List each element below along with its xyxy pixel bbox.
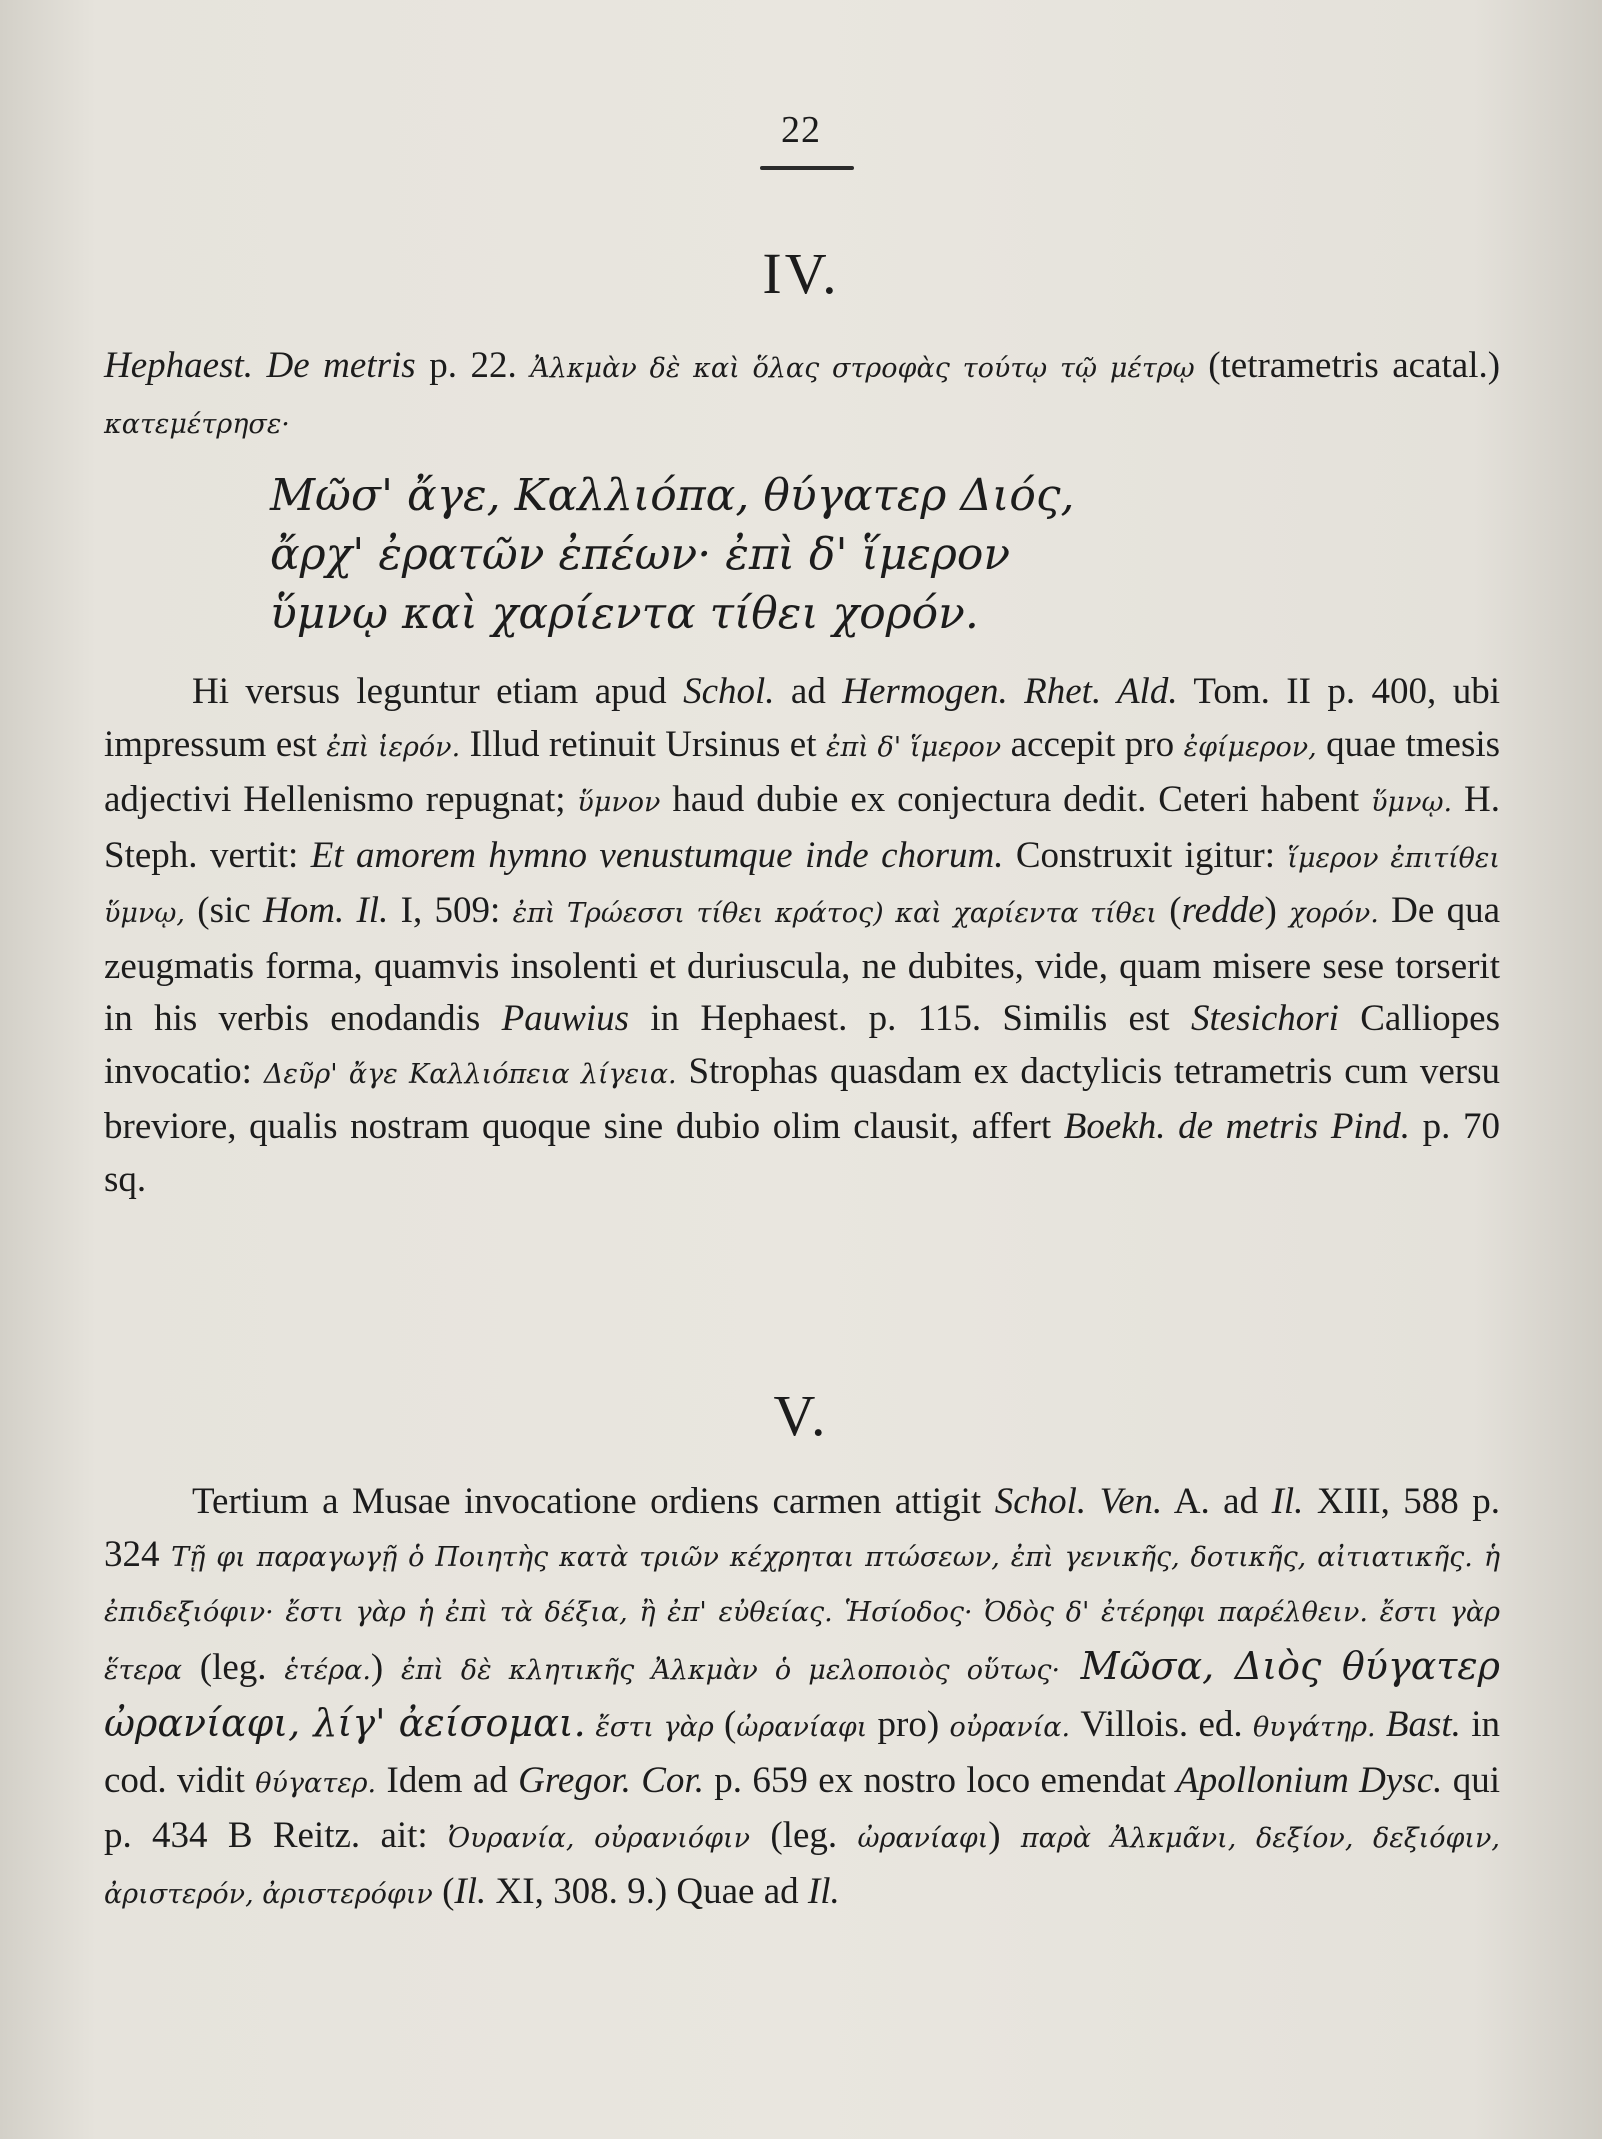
greek-run: ἵμερον ἐπιτίθει ὕμνῳ,: [104, 842, 1501, 929]
text-run: De qua zeugmatis forma, quamvis insolenti et duriuscula, ne dubites, vide, quam misere sese torserit in his verbis enodandis: [104, 890, 1501, 1039]
text-run: in cod. vidit: [104, 1704, 1501, 1801]
text-run: XI, 308. 9.) Quae ad: [486, 1870, 808, 1912]
greek-run: ἑτέρα.: [284, 1654, 371, 1686]
greek-run: οὐρανία.: [949, 1712, 1071, 1743]
text-run: Hom. Il.: [263, 890, 389, 931]
section-heading-v: V.: [773, 1383, 829, 1448]
greek-run: παρὰ Ἀλκμᾶνι, δεξίον, δεξιόφιν, ἀριστερόν, ἀριστερόφιν: [104, 1823, 1500, 1910]
verse-line: Μῶσ' ἄγε, Καλλιόπα, θύγατερ Διός,: [270, 470, 1075, 521]
greek-run: Δεῦρ' ἄγε Καλλιόπεια λίγεια.: [263, 1058, 677, 1090]
text-run: XIII, 588 p. 324: [104, 1481, 1501, 1575]
text-run: (leg.: [750, 1815, 858, 1856]
greek-run: ἔστι γὰρ: [585, 1712, 714, 1743]
page-ref: p. 22.: [429, 345, 517, 386]
meter-note: (tetrametris acatal.): [1208, 345, 1501, 386]
greek-run: ἐπὶ δὲ κλητικῆς Ἀλκμὰν ὁ μελοποιὸς οὕτως·: [401, 1654, 1061, 1686]
text-run: Hermogen. Rhet. Ald.: [842, 671, 1178, 712]
text-run: redde: [1181, 890, 1265, 931]
verse-line: ὕμνῳ καὶ χαρίεντα τίθει χορόν.: [270, 588, 979, 639]
text-run: Schol.: [683, 671, 775, 712]
text-run: Tom. II p. 400, ubi impressum est: [104, 671, 1500, 765]
text-run: Idem ad: [376, 1759, 519, 1801]
text-run: (: [432, 1870, 455, 1912]
section-iv-intro: [104, 340, 1500, 451]
text-run: (: [1157, 890, 1182, 931]
text-run: quae tmesis adjectivi Hellenismo repugnat;: [104, 723, 1501, 820]
work-ref: De metris: [266, 345, 416, 386]
text-run: Bast.: [1385, 1704, 1461, 1745]
text-run: p. 659 ex nostro loco emendat: [703, 1759, 1177, 1801]
greek-run: Ὀυρανία, οὐρανιόφιν: [448, 1823, 751, 1854]
verse-line: ἄρχ' ἐρατῶν ἐπέων· ἐπὶ δ' ἵμερον: [270, 529, 1011, 580]
text-run: in Hephaest. p. 115. Similis est: [629, 998, 1191, 1039]
text-run: Tertium a Musae invocatione ordiens carmen attigit: [192, 1481, 995, 1522]
page-number: 22: [781, 109, 821, 151]
text-run: I, 509:: [388, 890, 513, 931]
text-run: Boekh. de metris Pind.: [1063, 1106, 1410, 1147]
text-run: pro): [867, 1704, 950, 1745]
author-ref: Hephaest.: [104, 345, 253, 386]
text-run: Schol. Ven.: [994, 1481, 1163, 1522]
greek-run: ἐφίμερον,: [1183, 731, 1317, 763]
greek-run: ἐπὶ Τρώεσσι τίθει κράτος) καὶ χαρίεντα τίθει: [512, 898, 1157, 929]
latin-translation: Et amorem hymno venustumque inde chorum.: [310, 834, 1004, 876]
text-run: Calliopes invocatio:: [104, 998, 1500, 1092]
text-run: Stesichori: [1190, 998, 1339, 1039]
text-run: Hi versus leguntur etiam apud: [192, 671, 684, 712]
section-heading-iv: IV.: [762, 241, 840, 306]
greek-run: Τῇ φι παραγωγῇ ὁ Ποιητὴς κατὰ τριῶν κέχρηται πτώσεων, ἐπὶ γενικῆς, δοτικῆς, αἰτιατικῆς. ἡ ἐπιδεξιόφιν· ἔστι γὰρ ἡ ἐπὶ τὰ δέξια, ἢ ἐπ' εὐθείας. Ἡσίοδος· Ὀδὸς δ' ἐτέρηφι παρέλθειν. ἔστι γὰρ ἕτερα: [104, 1541, 1501, 1686]
text-run: Apollonium Dysc.: [1176, 1759, 1443, 1801]
greek-run: χορόν.: [1289, 898, 1379, 929]
text-run: Strophas quasdam ex dactylicis tetrametris cum versu breviore, qualis nostram quoque sine dubio olim clausit, affert: [104, 1050, 1500, 1147]
text-run: Illud retinuit Ursinus et: [460, 723, 826, 765]
text-run: A. ad: [1162, 1481, 1272, 1522]
greek-citation: Ἀλκμὰν δὲ καὶ ὅλας στροφὰς τούτῳ τῷ μέτρῳ: [530, 353, 1195, 384]
text-run: Il.: [807, 1870, 840, 1912]
greek-run: ἐπὶ δ' ἵμερον: [825, 731, 1002, 763]
greek-run: ὠρανίαφι: [857, 1823, 989, 1854]
text-run: ): [1264, 890, 1290, 931]
text-run: ): [370, 1646, 401, 1688]
greek-verse-run: Μῶσα, Διὸς θύγατερ ὠρανίαφι, λίγ' ἀείσομαι.: [104, 1643, 1500, 1745]
section-iv-commentary: [104, 666, 1500, 1206]
section-v-text: [104, 1476, 1500, 1921]
text-run: p. 70 sq.: [104, 1106, 1501, 1200]
greek-run: ὠρανίαφι: [736, 1712, 868, 1743]
text-run: Construxit igitur:: [1003, 834, 1288, 876]
text-run: accepit pro: [1001, 723, 1184, 765]
text-run: (sic: [184, 890, 263, 931]
text-run: H. Steph. vertit:: [104, 779, 1500, 876]
quoted-verses: [270, 466, 1390, 643]
text-run: Gregor. Cor.: [518, 1759, 704, 1801]
greek-run: θύγατερ.: [255, 1767, 377, 1799]
text-run: Pauwius: [501, 998, 630, 1039]
text-run: Villois. ed.: [1070, 1704, 1253, 1745]
text-run: (leg.: [182, 1646, 285, 1688]
greek-run: ὕμνῳ.: [1371, 787, 1453, 818]
greek-run: ὕμνον: [577, 787, 661, 818]
text-run: Il.: [454, 1870, 487, 1912]
text-run: ad: [774, 671, 843, 712]
text-run: ): [988, 1815, 1021, 1856]
text-run: haud dubie ex conjectura dedit. Ceteri habent: [660, 779, 1372, 820]
text-run: Il.: [1271, 1481, 1304, 1522]
text-run: (: [713, 1704, 737, 1745]
greek-run: θυγάτηρ.: [1252, 1712, 1376, 1743]
greek-citation-end: κατεμέτρησε·: [104, 408, 290, 440]
text-run: qui p. 434 B Reitz. ait:: [104, 1759, 1501, 1856]
text-run: [1376, 1704, 1386, 1745]
greek-run: ἐπὶ ἱερόν.: [326, 731, 461, 763]
page-number-rule: [760, 166, 854, 170]
